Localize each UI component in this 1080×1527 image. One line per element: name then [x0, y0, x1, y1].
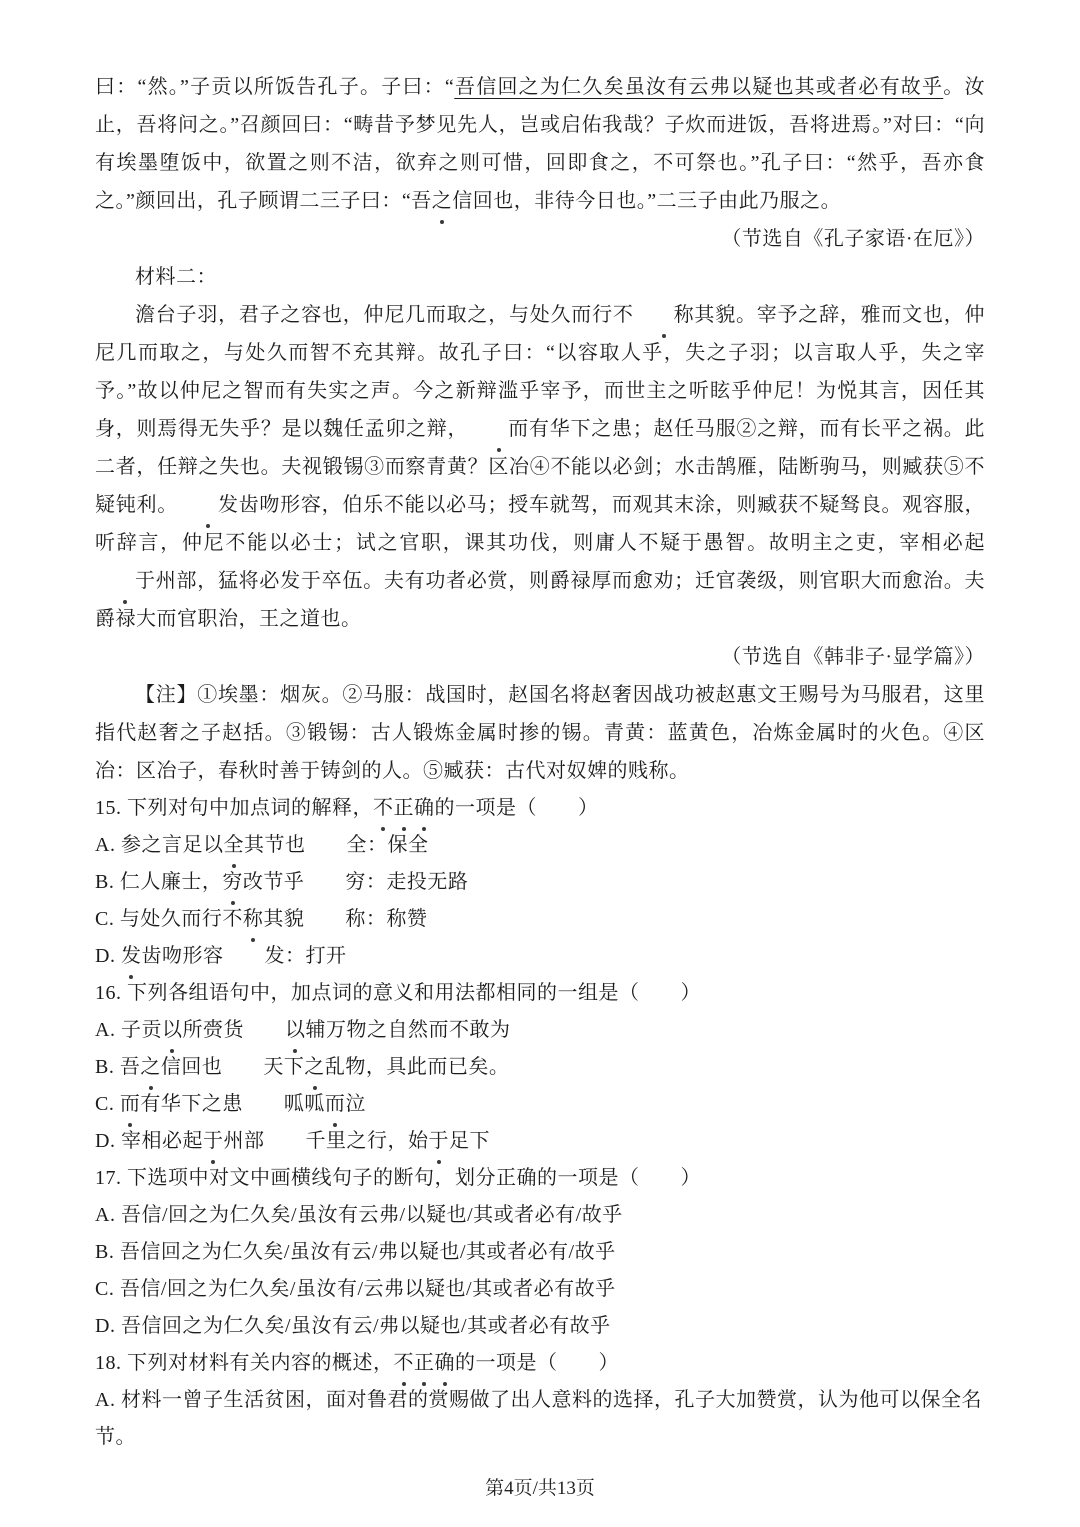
question-16-option-b: B. 吾之信回也 天下之乱物，具此而已矣。	[95, 1049, 985, 1086]
question-18-stem: 18. 下列对材料有关内容的概述，不正确的一项是（ ）	[95, 1345, 985, 1382]
question-15-option-a: A. 参之言足以全其节也 全：保全	[95, 827, 985, 864]
passage-material-2: 澹台子羽，君子之容也，仲尼几而取之，与处久而行不 称其貌。宰予之辞，雅而文也，仲尼几而取之，与处久而智不充其辩。故孔子曰：“以容取人乎，失之子羽；以言取人乎，失之宰予。”故以仲尼之智而有失实之声。今之新辩滥乎宰予，而世主之听眩乎仲尼！为悦其言，因任其身，则焉得无失乎？是以魏任孟卯之辩， 而有华下之患；赵任马服②之辩，而有长平之祸。此二者，任辩之失也。夫视锻锡③而察青黄？区冶④不能以必剑；水击鹄雁，陆断驹马，则臧获⑤不疑钝利。 发齿吻形容，伯乐不能以必马；授车就驾，而观其末涂，则臧获不疑驽良。观容服，听辞言，仲尼不能以必士；试之官职，课其功伐，则庸人不疑于愚智。故明主之吏，宰相必起于州部，猛将必发于卒伍。夫有功者必赏，则爵禄厚而愈劝；迁官袭级，则官职大而愈治。夫爵禄大而官职治，王之道也。	[95, 296, 985, 638]
question-17-stem: 17. 下选项中对文中画横线句子的断句，划分正确的一项是（ ）	[95, 1167, 701, 1189]
passage-material-1-continuation: 曰：“然。”子贡以所饭告孔子。子曰：“吾信回之为仁久矣虽汝有云弗以疑也其或者必有故乎。汝止，吾将问之。”召颜回曰：“畴昔予梦见先人，岂或启佑我哉？子炊而进饭，吾将进焉。”对曰：“向有埃墨堕饭中，欲置之则不洁，欲弃之则可惜，回即食之，不可祭也。”孔子曰：“然乎，吾亦食之。”颜回出，孔子顾谓二三子曰：“吾之信回也，非待今日也。”二三子由此乃服之。	[95, 68, 985, 220]
question-16-stem: 16. 下列各组语句中，加点词的意义和用法都相同的一组是（ ）	[95, 982, 701, 1004]
question-15-option-d: D. 发齿吻形容 发：打开	[95, 938, 985, 975]
question-16-option-d: D. 宰相必起于州部 千里之行，始于足下	[95, 1123, 985, 1160]
page-footer: 第4页/共13页	[485, 1478, 595, 1499]
question-17-option-c: C. 吾信/回之为仁久矣/虽汝有/云弗以疑也/其或者必有故乎	[95, 1278, 616, 1300]
question-16-option-c: C. 而有华下之患 呱呱而泣	[95, 1086, 985, 1123]
question-15-option-b: B. 仁人廉士，穷改节乎 穷：走投无路	[95, 864, 985, 901]
document-content	[95, 68, 985, 1456]
notes-paragraph: 【注】①埃墨：烟灰。②马服：战国时，赵国名将赵奢因战功被赵惠文王赐号为马服君，这里指代赵奢之子赵括。③锻锡：古人锻炼金属时掺的锡。青黄：蓝黄色，冶炼金属时的火色。④区冶：区冶子，春秋时善于铸剑的人。⑤臧获：古代对奴婢的贱称。	[95, 684, 985, 782]
source-attribution-hanfeizi: （节选自《韩非子·显学篇》）	[721, 646, 985, 668]
question-17-option-a: A. 吾信/回之为仁久矣/虽汝有云弗/以疑也/其或者必有/故乎	[95, 1204, 623, 1226]
question-15-stem: 15. 下列对句中加点词的解释，不正确的一项是（ ）	[95, 790, 985, 827]
question-15-option-c: C. 与处久而行不称其貌 称：称赞	[95, 901, 985, 938]
question-16-option-a: A. 子贡以所赍货 以辅万物之自然而不敢为	[95, 1012, 985, 1049]
question-18-option-a: A. 材料一曾子生活贫困，面对鲁君的赏赐做了出人意料的选择，孔子大加赞赏，认为他可以保全名节。	[95, 1389, 982, 1448]
question-17-option-d: D. 吾信回之为仁久矣/虽汝有云/弗以疑也/其或者必有故乎	[95, 1315, 611, 1337]
source-attribution-kongzi-jiayu: （节选自《孔子家语·在厄》）	[721, 228, 985, 250]
question-17-option-b: B. 吾信回之为仁久矣/虽汝有云/弗以疑也/其或者必有/故乎	[95, 1241, 616, 1263]
material-2-label: 材料二：	[135, 266, 217, 288]
